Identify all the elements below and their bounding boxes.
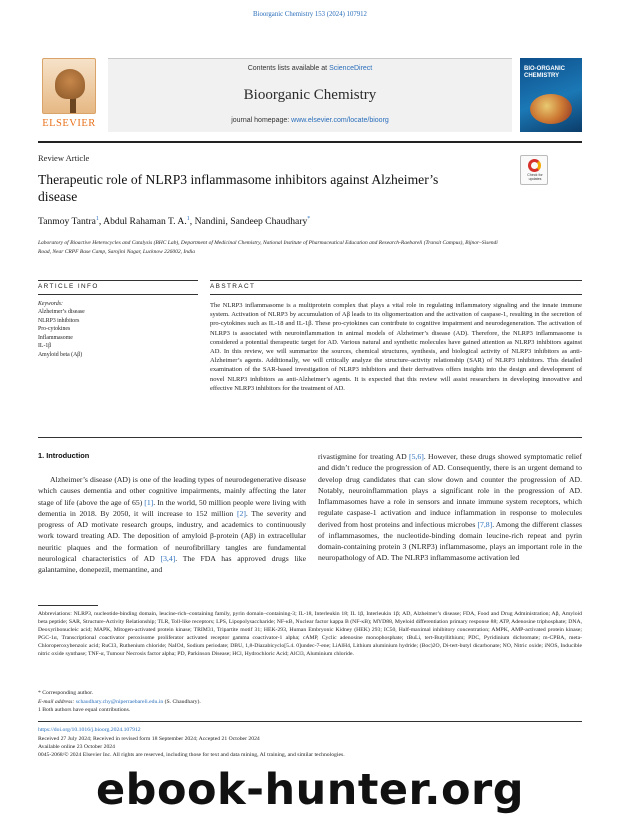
journal-reference[interactable]: Bioorganic Chemistry 153 (2024) 107912 [253,11,367,18]
cover-art [530,94,572,124]
pub-info-rule [38,721,582,722]
journal-title: Bioorganic Chemistry [243,87,377,103]
check-updates-icon [528,159,541,172]
author-list: Tanmoy Tantra$^1$, Abdul Rahaman T. A.$^1$, Nandini, Sandeep Chaudhary* [38,216,311,228]
section-heading-introduction: 1. Introduction [38,451,90,460]
keyword: Alzheimer’s disease [38,309,85,315]
article-type: Review Article [38,153,90,163]
equal-contribution-note: 1 Both authors have equal contributions. [38,707,131,713]
sciencedirect-link[interactable]: ScienceDirect [329,65,373,72]
journal-header [108,58,512,132]
keyword: Amyloid beta (Aβ) [38,351,83,358]
check-for-updates-button[interactable] [520,155,548,185]
doi-link[interactable]: https://doi.org/10.1016/j.bioorg.2024.107912 [38,727,141,733]
keyword: NLRP3 inhibitors [38,317,80,324]
copyright-line: 0045-2068/© 2024 Elsevier Inc. All rights are reserved, including those for text and data mining, AI training, and similar technologies. [38,752,345,758]
elsevier-tree-icon [42,58,96,114]
email-link[interactable]: schaudhary.chy@niperraebareli.edu.in [75,698,164,705]
email-note: E-mail address: schaudhary.chy@niperraebareli.edu.in (S. Chaudhary). [38,698,201,705]
article-info-rule [38,294,198,295]
watermark: ebook-hunter.org [96,765,524,815]
keywords-label: Keywords: [38,301,63,307]
elsevier-logo [38,58,100,132]
abbreviations-footnote: Abbreviations: NLRP3, nucleotide-binding domain, leucine-rich–containing family, pyrin domain–containing-3; IL-18, Interleukin 18; IL 1β, Interleukin 1β; AD, Alzheimer’s disease; FDA, Food and Drug Administration; Aβ, Amyloid beta peptide; SAR, Structure-Activity Relationship; TLR, Toll-like receptors; LPS, Lipopolysaccharide; NF-κB, Nuclear factor kappa B (NF-κB); MYD88, Myeloid differentiation primary response 88; ATP, Adenosine triphosphate; DNA, Deoxyribonucleic acid; MAPK, Mitogen-activated protein kinase; TRIM31, Tripartite motif 31; HEK-293, Human Embryonic Kidney (HEK) 293; IC50, Half-maximal inhibitory concentration; AMPK, AMP-activated protein kinase; PGC-1α, Transcriptional coactivator peroxisome proliferator activated receptor gamma coactivator-1 alpha; cAMP, Cyclic adenosine monophosphate; tBuLi, tert-Butyllithium; PDC, Pyridinium dichromate; m-CPBA, meta-Chloroperoxybenzoic acid; RuCl3, Ruthenium chloride; NaIO4, Sodium periodate; DBU, 1,8-Diazabicyclo[5.4. 0]undec-7-ene; LiAlH4, Lithium aluminium hydride; (Boc)2O, Di-tert-butyl dicarbonate; NO, Nitric oxide; iNOS, Inducible nitric oxide synthase; TNF-α, Tumour Necrosis factor alpha; PD, Parkinson Disease; HCl, Hydrochloric Acid; AlCl3, Aluminium chloride. [38,611,582,658]
received-dates: Received 27 July 2024; Received in revised form 18 September 2024; Accepted 21 October 2024 [38,736,260,742]
header-divider [38,141,582,143]
keyword: Inflammasome [38,334,73,341]
citation-link[interactable]: [3,4] [160,553,176,563]
article-info-top-rule [38,280,198,281]
author-mark[interactable]: 1 [95,216,99,222]
cover-title: BIO-ORGANIC CHEMISTRY [524,66,565,79]
author-name[interactable]: Abdul Rahaman T. A. [103,216,187,228]
check-updates-label: Check for updates [527,173,543,182]
citation-link[interactable]: [2] [236,508,246,518]
intro-right-column: rivastigmine for treating AD [5,6]. However, these drugs showed symptomatic relief and didn’t reduce the progression of AD. Consequently, there is an urgent demand to develop drug candidates that can slow down and counter the progression of AD. Notably, neuroinflammation plays a significant role in the progression of AD. Inflammasomes have a role in sensors and innate immune system receptors, which regulate caspase-1 activation and induce inflammation in response to molecules derived from host proteins and infectious microbes [7,8]. Among the different classes of inflammasomes, the nucleotide-binding domain leucine-rich repeat and pyrin domain-containing protein 3 (NLRP3) inflammasome, plays an important role in the neuropathology of AD. The NLRP3 inflammasome activation led [318,452,582,563]
keyword: Pro-cytokines [38,326,71,332]
citation-link[interactable]: [1] [144,497,154,507]
author-mark[interactable]: 1 [186,216,190,222]
journal-cover-image[interactable] [520,58,582,132]
footnote-divider [38,605,98,606]
journal-homepage-link[interactable]: www.elsevier.com/locate/bioorg [291,117,389,124]
article-title: Therapeutic role of NLRP3 inflammasome inhibitors against Alzheimer’s disease [38,172,439,204]
author-mark[interactable]: * [307,216,311,222]
citation-link[interactable]: [7,8] [477,519,493,529]
author-name[interactable]: Sandeep Chaudhary [230,216,308,228]
corresponding-author-note: * Corresponding author. [38,690,94,696]
publisher-logo-text: ELSEVIER [42,118,96,129]
abstract-heading: ABSTRACT [210,283,256,290]
homepage-line: journal homepage: www.elsevier.com/locate/bioorg [231,117,389,124]
abstract-text: The NLRP3 inflammasome is a multiprotein complex that plays a vital role in regulating inflammatory signaling and the innate immune system. Activation of NLRP3 by accumulation of Aβ leads to its oligomerization and the activation of caspase-1, resulting in the secretion of pro-cytokines such as IL-18 and IL-1β. These pro-cytokines can contribute to cognitive impairment and neurodegeneration. The activation of NLRP3 is associated with neuroinflammation in animal models of Alzheimer’s disease (AD). Therefore, the NLRP3 inflammasome is considered a potential therapeutic target for AD. Various natural and synthetic molecules have gained attention as NLRP3 inhibitors against AD. In this review, we will summarize the sources, chemical structures, synthesis, and biological activity of NLRP3 inhibitors as anti-Alzheimer’s agents. Additionally, we will critically analyze the structure–activity relationship (SAR) of NLRP3 inhibitors. This detailed examination of the SAR-based investigation of NLRP3 inhibitors and their derivatives offers insights into the design and development of novel NLRP3 inhibitors as anti-Alzheimer’s agents. It is expected that this review will assist researchers in developing innovative and effective NLRP3 inhibitors for the treatment of AD. [210,302,582,392]
author-name[interactable]: Tanmoy Tantra [38,216,96,228]
keyword: IL-1β [38,343,52,349]
author-name[interactable]: Nandini [194,216,226,228]
available-online: Available online 23 October 2024 [38,744,115,750]
article-info-heading: ARTICLE INFO [38,283,99,290]
abstract-bottom-rule [38,437,582,438]
abstract-top-rule [210,280,582,281]
contents-line: Contents lists available at ScienceDirect [247,65,373,72]
intro-left-column: Alzheimer’s disease (AD) is one of the leading types of neurodegenerative disease which causes dementia and other cognitive impairments, mainly affecting the later stage of life (above the age of 65) [1]. In the world, 50 million people were living with dementia in 2018. By 2050, it will increase to 152 million [2]. The severity and progress of AD motivate research groups, industry, and academics to continuously work toward treating AD. The deposition of amyloid β-protein (Aβ) in extracellular neuritic plaques and the formation of neurofibrillary tangles are fundamental neurological characteristics of AD [3,4]. The FDA has approved drugs like galantamine, donepezil, memantine, and [38,475,307,574]
citation-link[interactable]: [5,6] [409,452,424,461]
abstract-rule [210,294,582,295]
affiliation: Laboratory of Bioactive Heterocycles and Catalysis (BHC Lab), Department of Medicinal Chemistry, National Institute of Pharmaceutical Education and Research-Raebareli (Transit Campus), Bijnor–Sisendi Road, Near CRPF Base Camp, Sarojini Nagar, Lucknow 226002, India [38,240,498,255]
